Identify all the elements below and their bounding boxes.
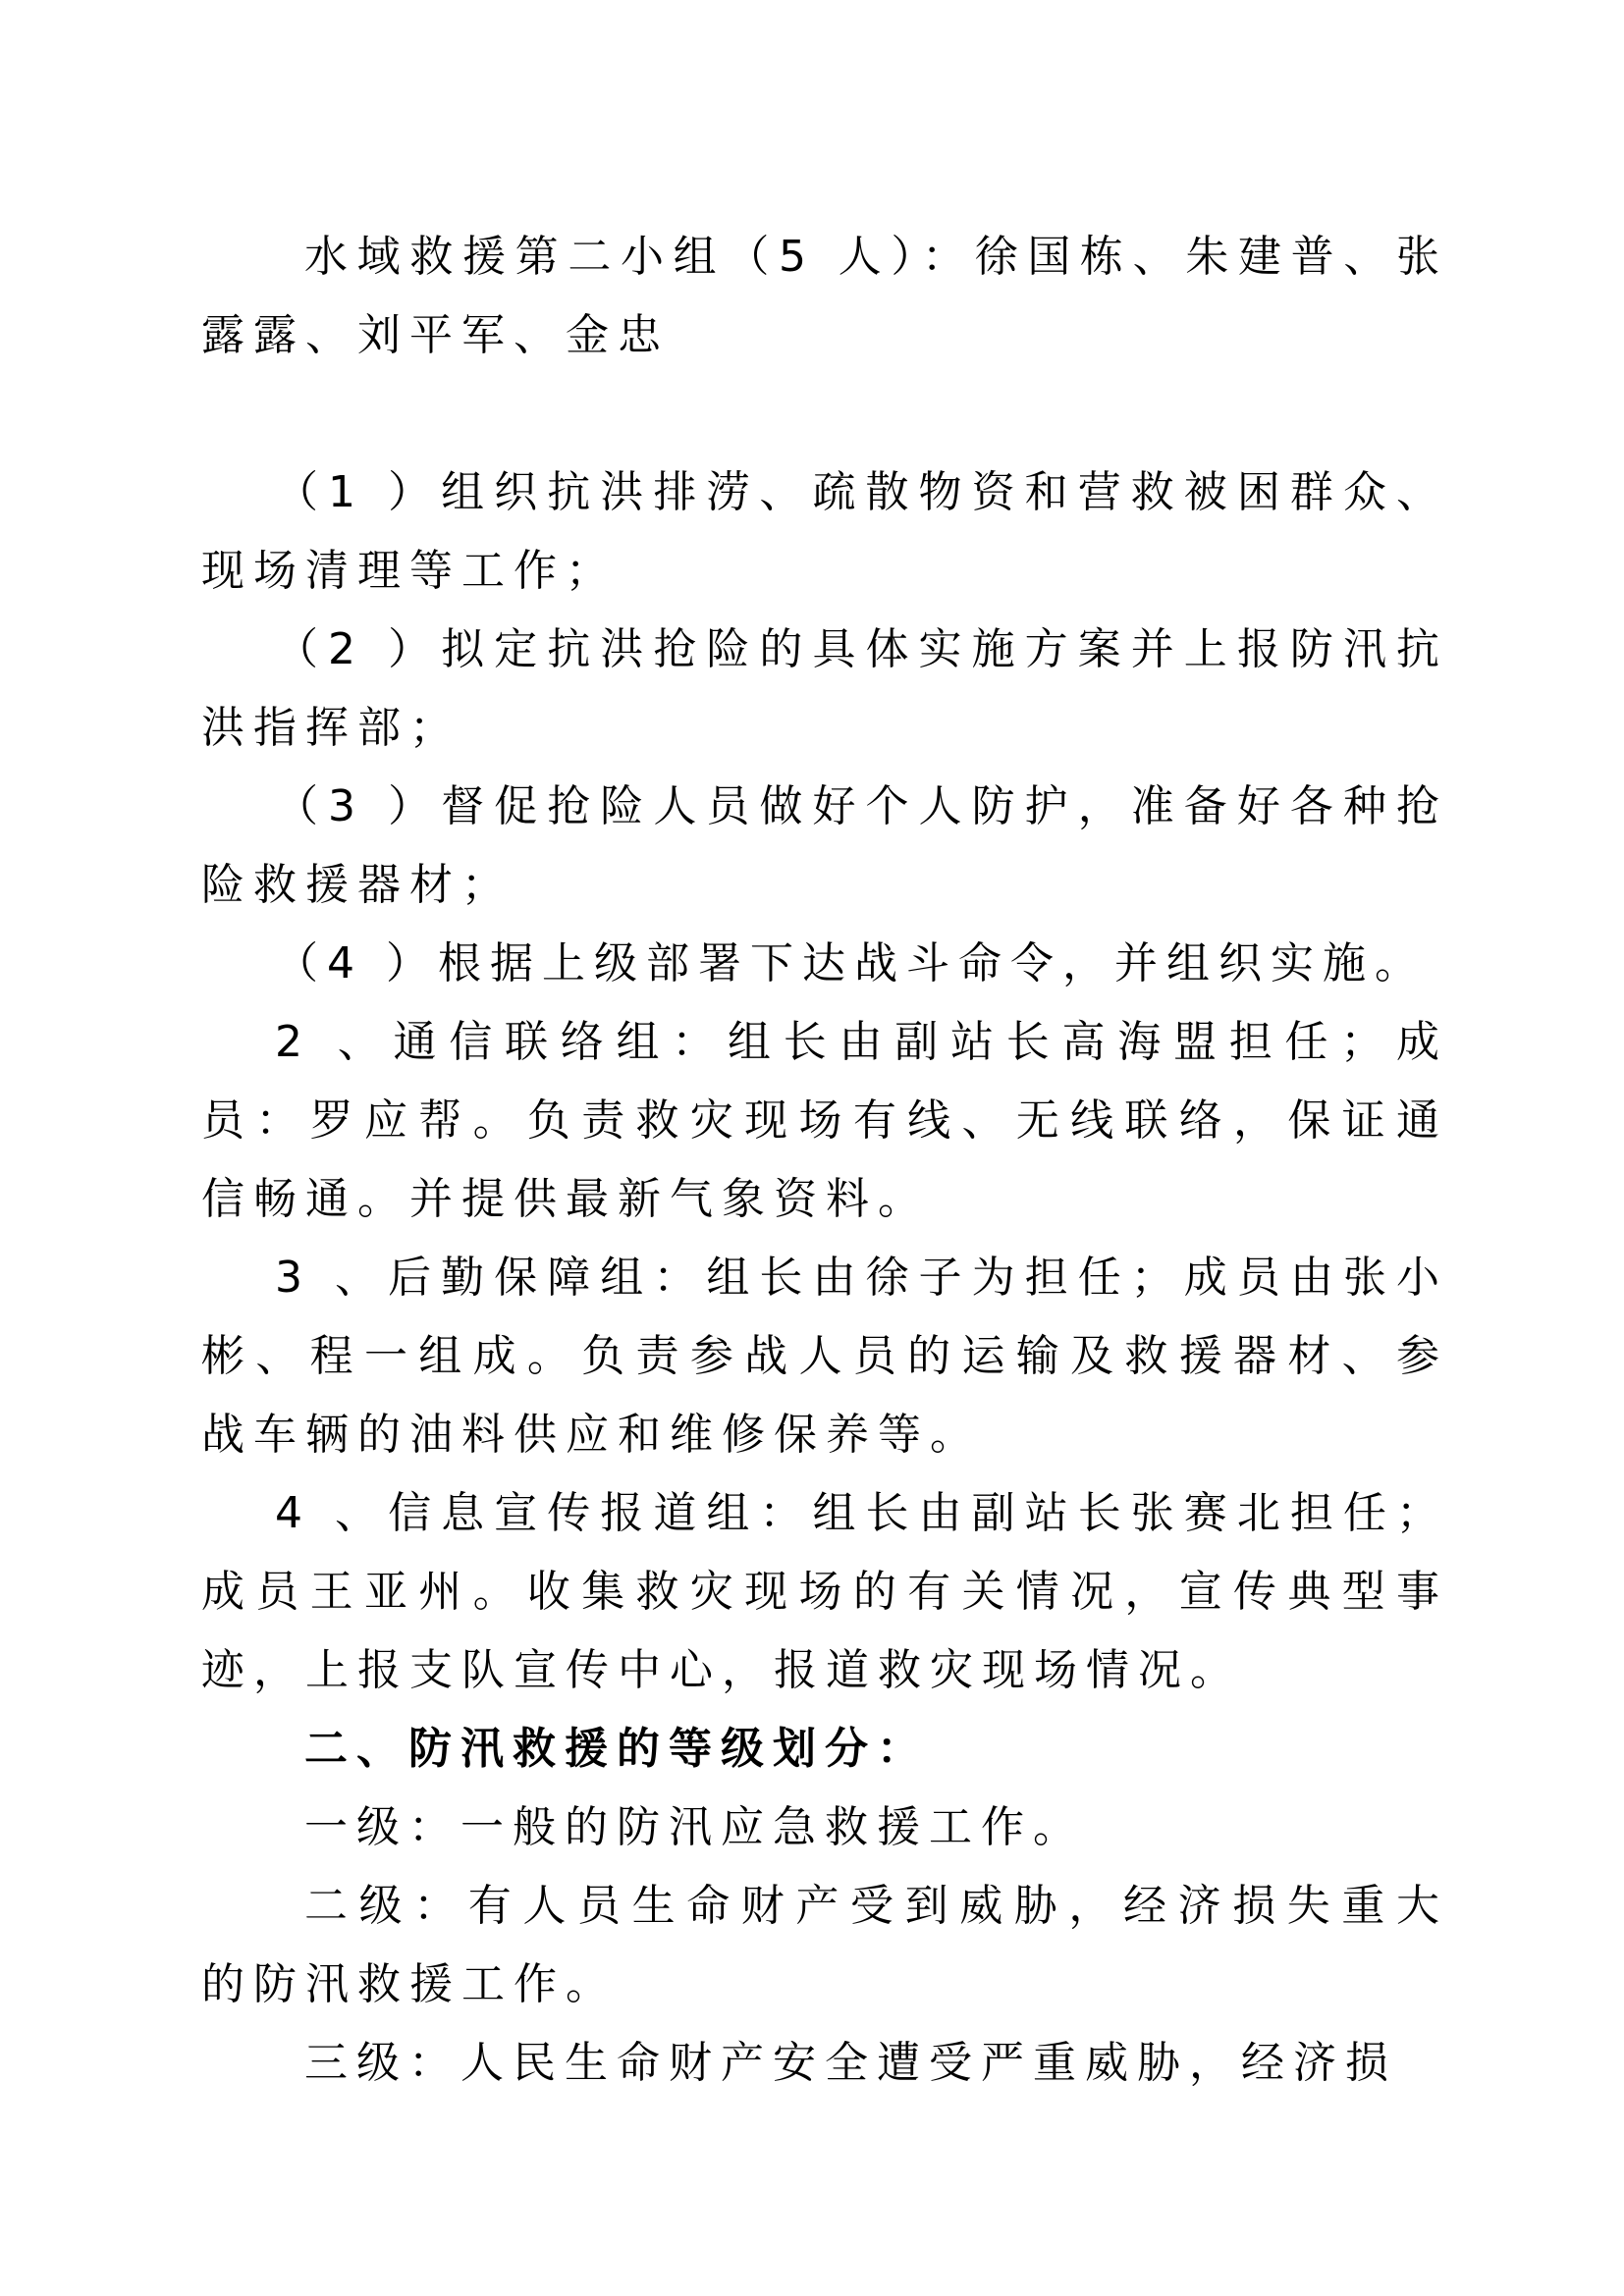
- paragraph-level-1: 一级：一般的防汛应急救援工作。: [304, 1802, 1085, 1852]
- section-heading-levels: 二、防汛救援的等级划分：: [304, 1724, 929, 1774]
- paragraph-duty-2: （2 ）拟定抗洪抢险的具体实施方案并上报防汛抗洪指挥部；: [201, 624, 1448, 753]
- paragraph-duty-4: （4 ）根据上级部署下达战斗命令，并组织实施。: [275, 938, 1427, 988]
- paragraph-duty-1: （1 ）组织抗洪排涝、疏散物资和营救被困群众、现场清理等工作；: [201, 467, 1448, 596]
- paragraph-logistics-group: 3 、后勤保障组：组长由徐子为担任；成员由张小彬、程一组成。负责参战人员的运输及救援器材、参战车辆的油料供应和维修保养等。: [201, 1253, 1448, 1460]
- paragraph-level-3: 三级：人民生命财产安全遭受严重威胁，经济损: [304, 2038, 1397, 2088]
- document-body: [201, 218, 1448, 2103]
- paragraph-level-2: 二级：有人员生命财产受到威胁，经济损失重大的防汛救援工作。: [201, 1881, 1448, 2009]
- paragraph-publicity-group: 4 、信息宣传报道组：组长由副站长张赛北担任；成员王亚州。收集救灾现场的有关情况，宣传典型事迹，上报支队宣传中心，报道救灾现场情况。: [201, 1488, 1448, 1695]
- paragraph-duty-3: （3 ）督促抢险人员做好个人防护，准备好各种抢险救援器材；: [201, 781, 1448, 910]
- paragraph-rescue-team-2: 水域救援第二小组（5 人）：徐国栋、朱建普、张露露、刘平军、金忠: [201, 232, 1448, 360]
- paragraph-communication-group: 2 、通信联络组：组长由副站长高海盟担任；成员：罗应帮。负责救灾现场有线、无线联络，保证通信畅通。并提供最新气象资料。: [201, 1017, 1448, 1224]
